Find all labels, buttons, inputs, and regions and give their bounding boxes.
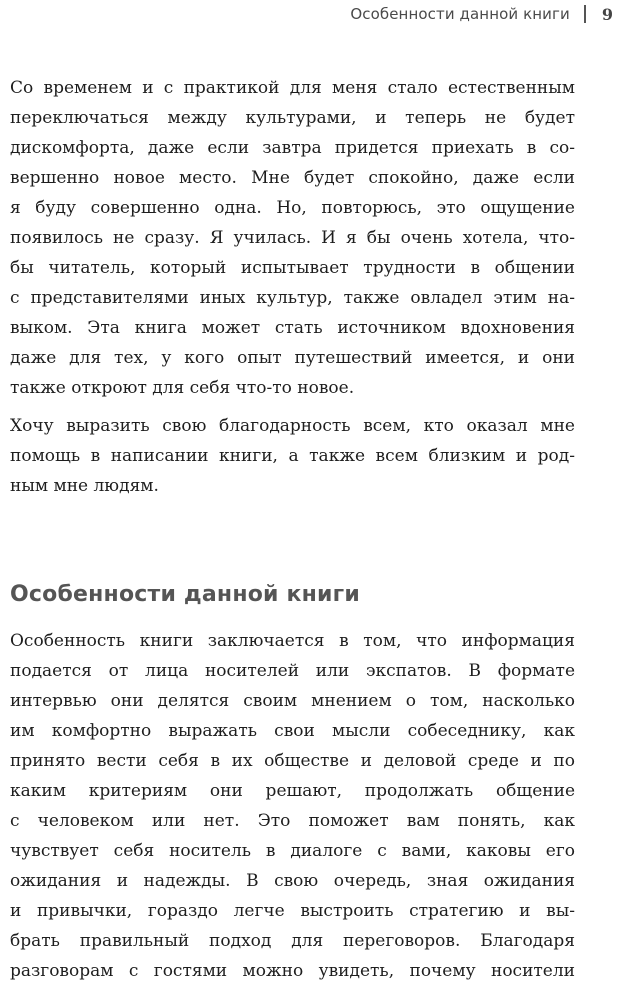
- text-line: и привычки, гораздо легче выстроить стратегию и вы-: [10, 901, 575, 921]
- header-separator: [584, 5, 586, 23]
- paragraph-1: [10, 73, 610, 403]
- text-line: я буду совершенно одна. Но, повторюсь, это ощущение: [10, 198, 575, 218]
- text-line: появилось не сразу. Я училась. И я бы очень хотела, что-: [10, 228, 575, 248]
- text-line: даже для тех, у кого опыт путешествий имеется, и они: [10, 348, 575, 368]
- text-line: Особенность книги заключается в том, что информация: [10, 631, 575, 651]
- text-line: принято вести себя в их обществе и деловой среде и по: [10, 751, 575, 771]
- text-line: также откроют для себя что-то новое.: [10, 378, 355, 398]
- page-number: 9: [601, 4, 613, 24]
- paragraph-3: [10, 626, 610, 986]
- text-line: с представителями иных культур, также овладел этим на-: [10, 288, 575, 308]
- running-title: Особенности данной книги: [350, 5, 570, 23]
- text-line: Со временем и с практикой для меня стало естественным: [10, 78, 575, 98]
- text-line: чувствует себя носитель в диалоге с вами, каковы его: [10, 841, 575, 861]
- text-line: Хочу выразить свою благодарность всем, кто оказал мне: [10, 416, 575, 436]
- text-line: каким критериям они решают, продолжать общение: [10, 781, 575, 801]
- text-line: ным мне людям.: [10, 476, 159, 496]
- text-line: переключаться между культурами, и теперь не будет: [10, 108, 575, 128]
- paragraph-2: [10, 411, 610, 501]
- text-line: подается от лица носителей или экспатов. В формате: [10, 661, 575, 681]
- text-line: бы читатель, который испытывает трудности в общении: [10, 258, 575, 278]
- section-body-text: [10, 626, 610, 994]
- text-line: вершенно новое место. Мне будет спокойно, даже если: [10, 168, 575, 188]
- body-text: [10, 73, 610, 509]
- text-line: им комфортно выражать свои мысли собеседнику, как: [10, 721, 575, 741]
- text-line: помощь в написании книги, а также всем близким и род-: [10, 446, 575, 466]
- running-header: [350, 0, 617, 28]
- text-line: ожидания и надежды. В свою очередь, зная ожидания: [10, 871, 575, 891]
- text-line: интервью они делятся своим мнением о том, насколько: [10, 691, 575, 711]
- text-line: с человеком или нет. Это поможет вам понять, как: [10, 811, 575, 831]
- text-line: разговорам с гостями можно увидеть, почему носители: [10, 961, 575, 981]
- section-heading: Особенности данной книги: [10, 582, 360, 608]
- text-line: дискомфорта, даже если завтра придется приехать в со-: [10, 138, 575, 158]
- text-line: брать правильный подход для переговоров. Благодаря: [10, 931, 575, 951]
- text-line: выком. Эта книга может стать источником вдохновения: [10, 318, 575, 338]
